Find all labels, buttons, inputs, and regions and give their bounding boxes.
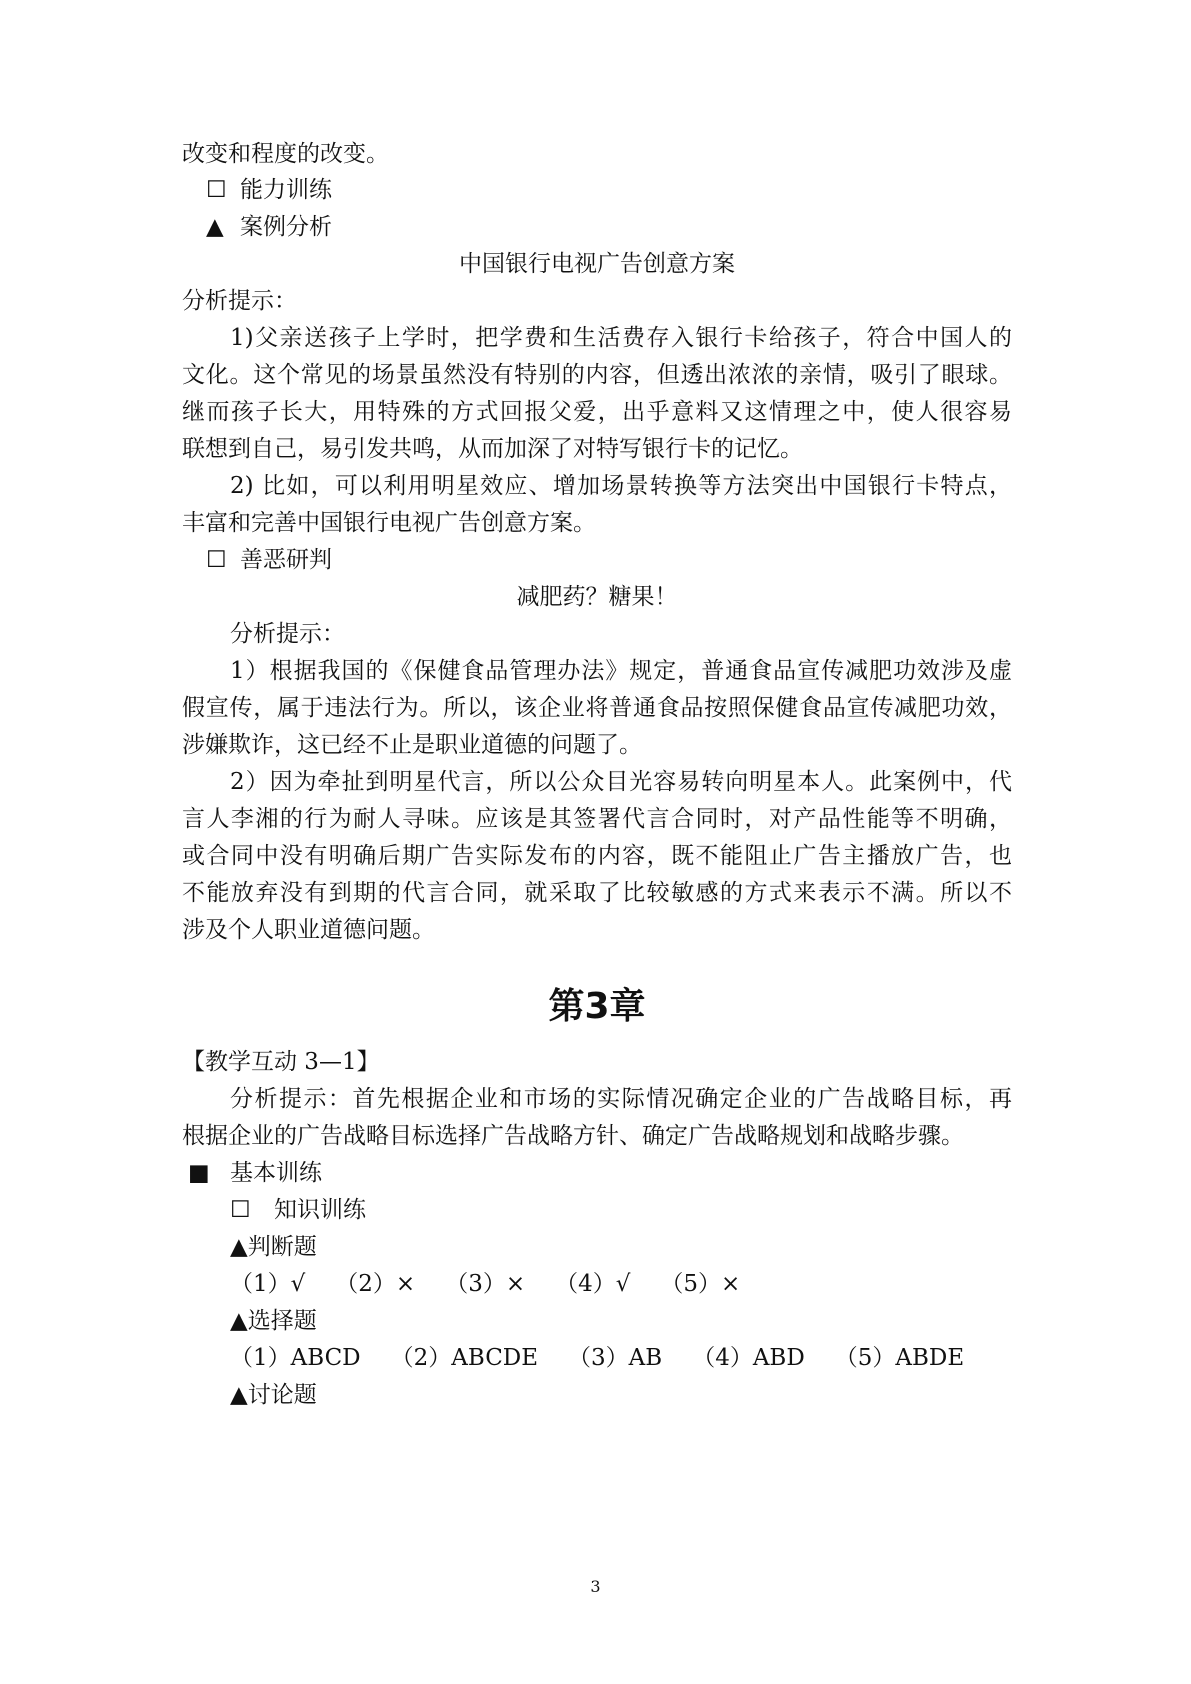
question-type-discussion: ▲讨论题 <box>230 1382 317 1408</box>
answer-item: （5）ABDE <box>834 1345 965 1371</box>
answer-item: （2）ABCDE <box>390 1345 539 1371</box>
text-line: 1）根据我国的《保健食品管理办法》规定，普通食品宣传减肥功效涉及虚 <box>230 658 1012 684</box>
heading-basic-training <box>188 1153 1018 1193</box>
checkbox-icon: ☐ <box>206 547 227 573</box>
text-line: 文化。这个常见的场景虽然没有特别的内容，但透出浓浓的亲情，吸引了眼球。 <box>182 362 1012 388</box>
text-line: 涉及个人职业道德问题。 <box>182 917 435 943</box>
answer-item: （5）× <box>660 1271 741 1297</box>
text-line: 假宣传，属于违法行为。所以，该企业将普通食品按照保健食品宣传减肥功效， <box>182 695 1012 721</box>
chapter-title: 第3章 <box>548 986 646 1027</box>
text-line: 言人李湘的行为耐人寻味。应该是其签署代言合同时，对产品性能等不明确， <box>182 806 1012 832</box>
heading-ability-training <box>206 170 1012 210</box>
text-line: 不能放弃没有到期的代言合同，就采取了比较敏感的方式来表示不满。所以不 <box>182 880 1012 906</box>
heading-ethics-judgment <box>206 540 1012 580</box>
answer-item: （1）ABCD <box>230 1345 361 1371</box>
question-type-multiple-choice: ▲选择题 <box>230 1308 317 1334</box>
text-line: 2）因为牵扯到明星代言，所以公众目光容易转向明星本人。此案例中，代 <box>230 769 1012 795</box>
answer-item: （3）AB <box>568 1345 663 1371</box>
page-number: 3 <box>590 1577 601 1596</box>
heading-label: 能力训练 <box>240 177 332 203</box>
text-line: 涉嫌欺诈，这已经不止是职业道德的问题了。 <box>182 732 642 758</box>
text-line: 或合同中没有明确后期广告实际发布的内容，既不能阻止广告主播放广告，也 <box>182 843 1012 869</box>
checkbox-icon: ☐ <box>206 177 227 203</box>
answer-item: （1）√ <box>230 1271 306 1297</box>
section-label: 【教学互动 3—1】 <box>182 1049 380 1075</box>
text-line: 联想到自己，易引发共鸣，从而加深了对特写银行卡的记忆。 <box>182 436 803 462</box>
multiple-choice-answers <box>230 1338 1012 1378</box>
true-false-answers <box>230 1264 1012 1304</box>
heading-label: 案例分析 <box>240 214 332 240</box>
question-type-true-false: ▲判断题 <box>230 1234 317 1260</box>
heading-label: 知识训练 <box>274 1197 366 1223</box>
case-title: 中国银行电视广告创意方案 <box>459 251 735 277</box>
text-line: 继而孩子长大，用特殊的方式回报父爱，出乎意料又这情理之中，使人很容易 <box>182 399 1012 425</box>
triangle-icon: ▲ <box>206 214 224 240</box>
answer-item: （4）ABD <box>692 1345 805 1371</box>
text-line: 根据企业的广告战略目标选择广告战略方针、确定广告战略规划和战略步骤。 <box>182 1123 964 1149</box>
text-line: 分析提示： <box>182 288 297 314</box>
answer-item: （4）√ <box>555 1271 631 1297</box>
text-line: 丰富和完善中国银行电视广告创意方案。 <box>182 510 596 536</box>
filled-square-icon: ■ <box>188 1160 210 1186</box>
heading-knowledge-training <box>230 1190 1012 1230</box>
heading-label: 善恶研判 <box>240 547 332 573</box>
text-line: 2) 比如，可以利用明星效应、增加场景转换等方法突出中国银行卡特点， <box>230 473 1012 499</box>
text-line: 1)父亲送孩子上学时，把学费和生活费存入银行卡给孩子，符合中国人的 <box>230 325 1012 351</box>
text-line: 分析提示： <box>230 621 345 647</box>
case-title: 减肥药？糖果！ <box>516 584 678 610</box>
answer-item: （2）× <box>335 1271 416 1297</box>
checkbox-icon: ☐ <box>230 1197 251 1223</box>
heading-case-analysis <box>206 207 1012 247</box>
text-line: 分析提示：首先根据企业和市场的实际情况确定企业的广告战略目标，再 <box>230 1086 1012 1112</box>
heading-label: 基本训练 <box>230 1160 322 1186</box>
text-line: 改变和程度的改变。 <box>182 141 389 167</box>
answer-item: （3）× <box>445 1271 526 1297</box>
